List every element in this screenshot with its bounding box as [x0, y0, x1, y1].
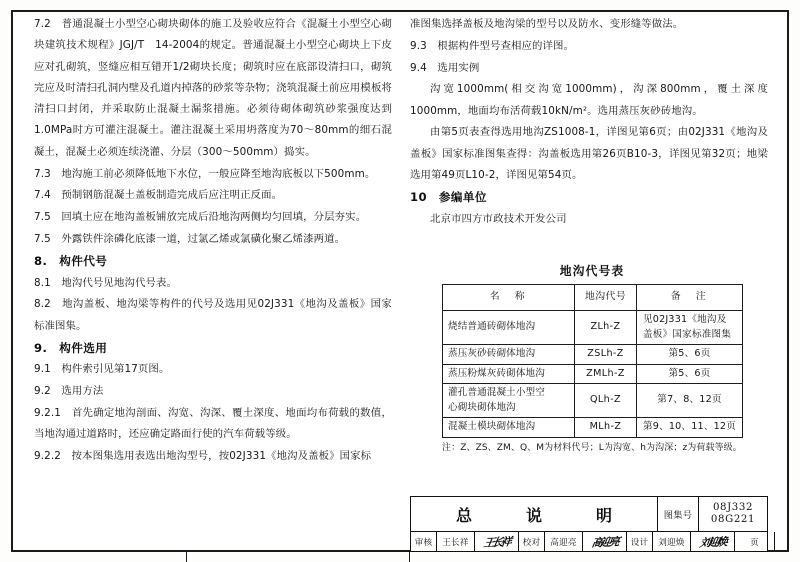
- row-name: 烧结普通砖砌体地沟: [443, 311, 575, 345]
- heading-9-component-selection: 9. 构件选用: [34, 340, 108, 355]
- section-7-3: 7.3 地沟施工前必须降低地下水位，一般应降至地沟底板以下500mm。: [34, 167, 376, 180]
- right-text-column: [410, 14, 768, 230]
- approver-name: 王长祥: [437, 532, 475, 551]
- row-name: [443, 384, 575, 418]
- table-header-name: 名 称: [443, 285, 575, 311]
- row-name-line: 灌孔普通混凝土小型空: [448, 387, 545, 398]
- contributing-unit-name: 北京市四方市政技术开发公司: [430, 212, 567, 225]
- row-code: ZSLh-Z: [575, 345, 637, 365]
- checker-signature-ink: 高迎亮: [590, 534, 619, 550]
- section-9-3: 9.3 根据构件型号查相应的详图。: [410, 39, 575, 52]
- section-8-1: 8.1 地沟代号见地沟代号表。: [34, 276, 178, 289]
- designer-name: 刘迎焕: [653, 532, 691, 551]
- table-row: [443, 364, 743, 384]
- approver-signature-ink: 王长祥: [482, 534, 511, 550]
- selection-example-line-1: 沟宽1000mm(相交沟宽1000mm)，沟深800mm，覆土深度1000mm，地面均布活荷载10kN/m²。选用蒸压灰砂砖地沟。: [410, 83, 768, 117]
- table-row: [443, 345, 743, 365]
- sheet-set-numbers: [699, 497, 767, 531]
- row-name: 混凝土模块砌体地沟: [443, 418, 575, 438]
- section-9-2-2: 9.2.2 按本图集选用表选出地沟型号，按02J331《地沟及盖板》国家标: [34, 449, 372, 462]
- row-name-line: 心砌块砌体地沟: [448, 401, 516, 413]
- row-note: 第7、8、12页: [637, 384, 743, 418]
- designer-label: 设计: [627, 532, 653, 551]
- trench-code-table-block: [442, 262, 742, 455]
- section-7-4: 7.4 预制钢筋混凝土盖板制造完成后应注明正反面。: [34, 189, 283, 202]
- row-name: 蒸压灰砂砖砌体地沟: [443, 345, 575, 365]
- table-row: [443, 311, 743, 345]
- checker-label: 校对: [519, 532, 545, 551]
- sheet-set-label: 图集号: [658, 497, 699, 531]
- row-code: QLh-Z: [575, 384, 637, 418]
- row-note: [637, 311, 743, 345]
- row-note: 第5、6页: [637, 345, 743, 365]
- sheet-set-number: 08J332: [712, 501, 754, 513]
- designer-signature: [691, 532, 735, 551]
- table-footnote: 注：Z、ZS、ZM、Q、M为材料代号；L为沟宽、h为沟深；z为荷载等级。: [442, 442, 742, 453]
- title-block-top-row: [411, 497, 767, 532]
- drawing-title-block: [410, 496, 768, 552]
- section-7-5-a: 7.5 回填土应在地沟盖板铺放完成后沿地沟两侧均匀回填，分层夯实。: [34, 211, 367, 224]
- section-9-2-1: 9.2.1 首先确定地沟剖面、沟宽、沟深、覆土深度、地面均布荷载的数值，当地沟通过道路时，还应确定路面行使的汽车荷载等级。: [34, 406, 392, 441]
- title-block-bottom-row: [411, 532, 767, 551]
- section-9-2-2-continuation: 准图集选择盖板及地沟梁的型号以及防水、变形缝等做法。: [410, 18, 684, 30]
- heading-8-component-codes: 8. 构件代号: [34, 254, 108, 269]
- table-row: [443, 384, 743, 418]
- table-header-row: [443, 285, 743, 311]
- table-title: 地沟代号表: [559, 264, 625, 278]
- row-code: ZMLh-Z: [575, 364, 637, 384]
- row-code: MLh-Z: [575, 418, 637, 438]
- selection-example-line-2: 由第5页表查得选用地沟ZS1008-1，详图见第6页；由02J331《地沟及盖板》国家标准图集查得：沟盖板选用第26页B10-3，详图见第32页；地梁选用第49页L10-2，详图见第54页。: [410, 126, 768, 182]
- sheet-title: 总 说 明: [411, 497, 658, 531]
- row-note-line: 盖板》国家标准图集: [643, 328, 732, 340]
- row-name: 蒸压粉煤灰砖砌体地沟: [443, 364, 575, 384]
- row-note: 第9、10、11、12页: [637, 418, 743, 438]
- sheet-set-number: 08G221: [710, 514, 756, 525]
- section-9-4: 9.4 选用实例: [410, 61, 480, 74]
- table-header-code: 地沟代号: [575, 285, 637, 311]
- approver-label: 审核: [411, 532, 437, 551]
- registration-tick-mark: [186, 551, 187, 562]
- section-7-2: 7.2 普通混凝土小型空心砌块砌体的施工及验收应符合《混凝土小型空心砌块建筑技术规程》JGJ/T 14-2004的规定。普通混凝土小型空心砌块上下皮应对孔砌筑，竖缝应相互错开1/2砌块长度；砌筑时应在底部设清扫口，砌筑完应及时清扫孔洞内壁及孔道内掉落的砂浆等杂物；浇筑混凝土前应用模板将清扫口封闭，并采取防止混凝土漏浆措施。必须待砌体砌筑砂浆强度达到1.0MPa时方可灌注混凝土。灌注混凝土采用坍落度为70～80mm的细石混凝土，混凝土必须连续浇灌、分层（300～500mm）捣实。: [34, 18, 392, 158]
- section-9-1: 9.1 构件索引见第17页图。: [34, 363, 170, 376]
- row-note-line: 见02J331《地沟及: [643, 314, 727, 325]
- designer-signature-ink: 刘迎焕: [698, 534, 727, 550]
- registration-tick-mark: [409, 551, 410, 562]
- row-code: ZLh-Z: [575, 311, 637, 345]
- trench-code-table: [442, 284, 743, 438]
- table-row: [443, 418, 743, 438]
- left-text-column: [34, 14, 392, 468]
- row-note: 第5、6页: [637, 364, 743, 384]
- checker-name: 高迎亮: [545, 532, 583, 551]
- page-label: 页: [735, 532, 775, 551]
- heading-10-contributing-units: 10 参编单位: [410, 190, 487, 205]
- checker-signature: [583, 532, 627, 551]
- section-7-5-b: 7.5 外露铁件涂磷化底漆一道，过氯乙烯或氯磺化聚乙烯漆两道。: [34, 232, 346, 245]
- section-8-2: 8.2 地沟盖板、地沟梁等构件的代号及选用见02J331《地沟及盖板》国家标准图集。: [34, 298, 392, 332]
- approver-signature: [475, 532, 519, 551]
- section-9-2: 9.2 选用方法: [34, 385, 104, 398]
- table-header-note: 备 注: [637, 285, 743, 311]
